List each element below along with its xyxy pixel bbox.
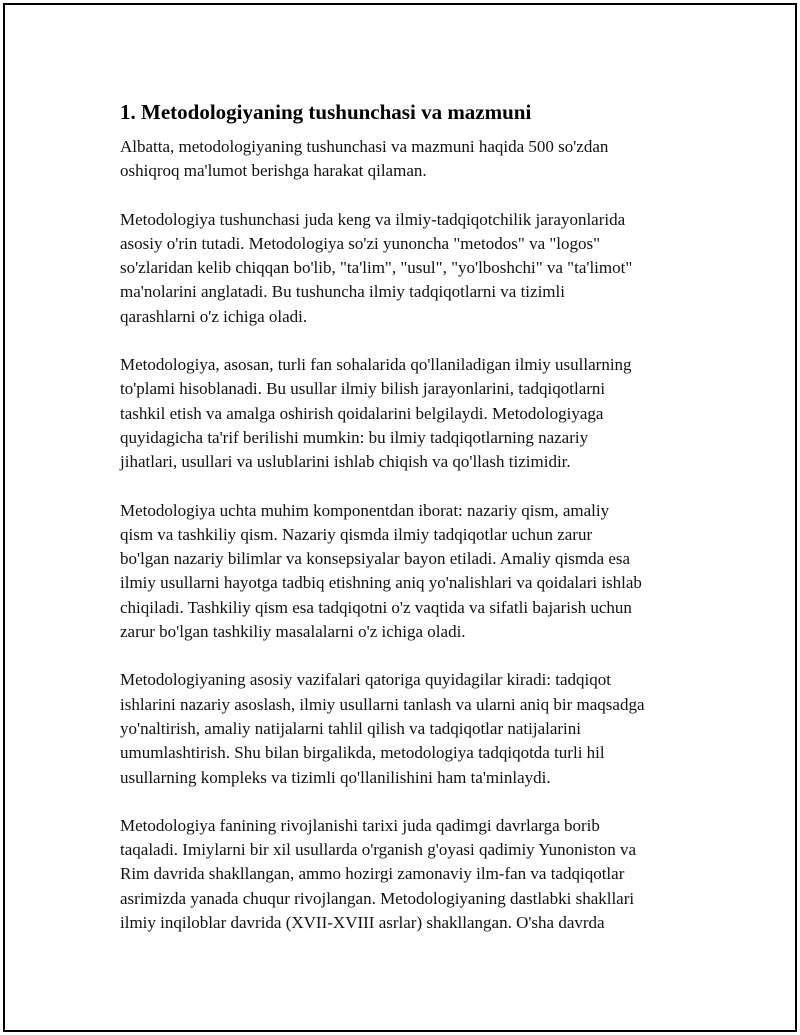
paragraph <box>120 814 695 935</box>
text-line: oshiqroq ma'lumot berishga harakat qilaman. <box>120 161 427 181</box>
page-frame <box>3 3 797 1032</box>
text-line: Rim davrida shakllangan, ammo hozirgi zamonaviy ilm-fan va tadqiqotlar <box>120 864 625 884</box>
text-line: asrimizda yanada chuqur rivojlangan. Metodologiyaning dastlabki shakllari <box>120 888 635 908</box>
text-line: bo'lgan nazariy bilimlar va konsepsiyalar bayon etiladi. Amaliy qismda esa <box>120 549 631 569</box>
text-line: so'zlaridan kelib chiqqan bo'lib, "ta'lim", "usul", "yo'lboshchi" va "ta'limot" <box>120 258 633 278</box>
paragraph <box>120 668 695 789</box>
text-line: ishlarini nazariy asoslash, ilmiy usullarni tanlash va ularni aniq bir maqsadga <box>120 694 645 714</box>
text-line: umumlashtirish. Shu bilan birgalikda, metodologiya tadqiqotda turli hil <box>120 743 605 763</box>
text-line: asosiy o'rin tutadi. Metodologiya so'zi yunoncha "metodos" va "logos" <box>120 233 601 253</box>
paragraph <box>120 208 695 329</box>
text-line: Metodologiyaning asosiy vazifalari qatoriga quyidagilar kiradi: tadqiqot <box>120 670 611 690</box>
text-line: ilmiy inqiloblar davrida (XVII-XVIII asrlar) shakllangan. O'sha davrda <box>120 913 605 933</box>
text-line: Metodologiya, asosan, turli fan sohalarida qo'llaniladigan ilmiy usullarning <box>120 355 632 375</box>
text-line: tashkil etish va amalga oshirish qoidalarini belgilaydi. Metodologiyaga <box>120 403 604 423</box>
text-line: Metodologiya uchta muhim komponentdan iborat: nazariy qism, amaliy <box>120 500 610 520</box>
text-line: quyidagicha ta'rif berilishi mumkin: bu ilmiy tadqiqotlarning nazariy <box>120 427 589 447</box>
text-line: qarashlarni o'z ichiga oladi. <box>120 306 308 326</box>
text-line: ilmiy usullarni hayotga tadbiq etishning aniq yo'nalishlari va qoidalari ishlab <box>120 573 642 593</box>
text-line: yo'naltirish, amaliy natijalarni tahlil qilish va tadqiqotlar natijalarini <box>120 718 582 738</box>
text-line: zarur bo'lgan tashkiliy masalalarni o'z ichiga oladi. <box>120 622 466 642</box>
text-line: chiqiladi. Tashkiliy qism esa tadqiqotni o'z vaqtida va sifatli bajarish uchun <box>120 597 632 617</box>
text-line: jihatlari, usullari va uslublarini ishlab chiqish va qo'llash tizimidir. <box>120 452 571 472</box>
paragraph <box>120 353 695 474</box>
text-line: to'plami hisoblanadi. Bu usullar ilmiy bilish jarayonlarini, tadqiqotlarni <box>120 379 606 399</box>
text-line: Albatta, metodologiyaning tushunchasi va mazmuni haqida 500 so'zdan <box>120 137 609 156</box>
text-line: ma'nolarini anglatadi. Bu tushuncha ilmiy tadqiqotlarni va tizimli <box>120 282 565 302</box>
paragraph <box>120 135 695 184</box>
paragraph <box>120 499 695 645</box>
text-line: taqaladi. Imiylarni bir xil usullarda o'rganish g'oyasi qadimiy Yunoniston va <box>120 840 637 860</box>
section-heading: 1. Metodologiyaning tushunchasi va mazmuni <box>120 100 532 124</box>
text-line: Metodologiya fanining rivojlanishi tarixi juda qadimgi davrlarga borib <box>120 815 600 835</box>
text-line: Metodologiya tushunchasi juda keng va ilmiy-tadqiqotchilik jarayonlarida <box>120 209 626 229</box>
text-line: qism va tashkiliy qism. Nazariy qismda ilmiy tadqiqotlar uchun zarur <box>120 524 593 544</box>
document-body <box>120 99 695 959</box>
text-line: usullarning kompleks va tizimli qo'llanilishini ham ta'minlaydi. <box>120 767 551 787</box>
